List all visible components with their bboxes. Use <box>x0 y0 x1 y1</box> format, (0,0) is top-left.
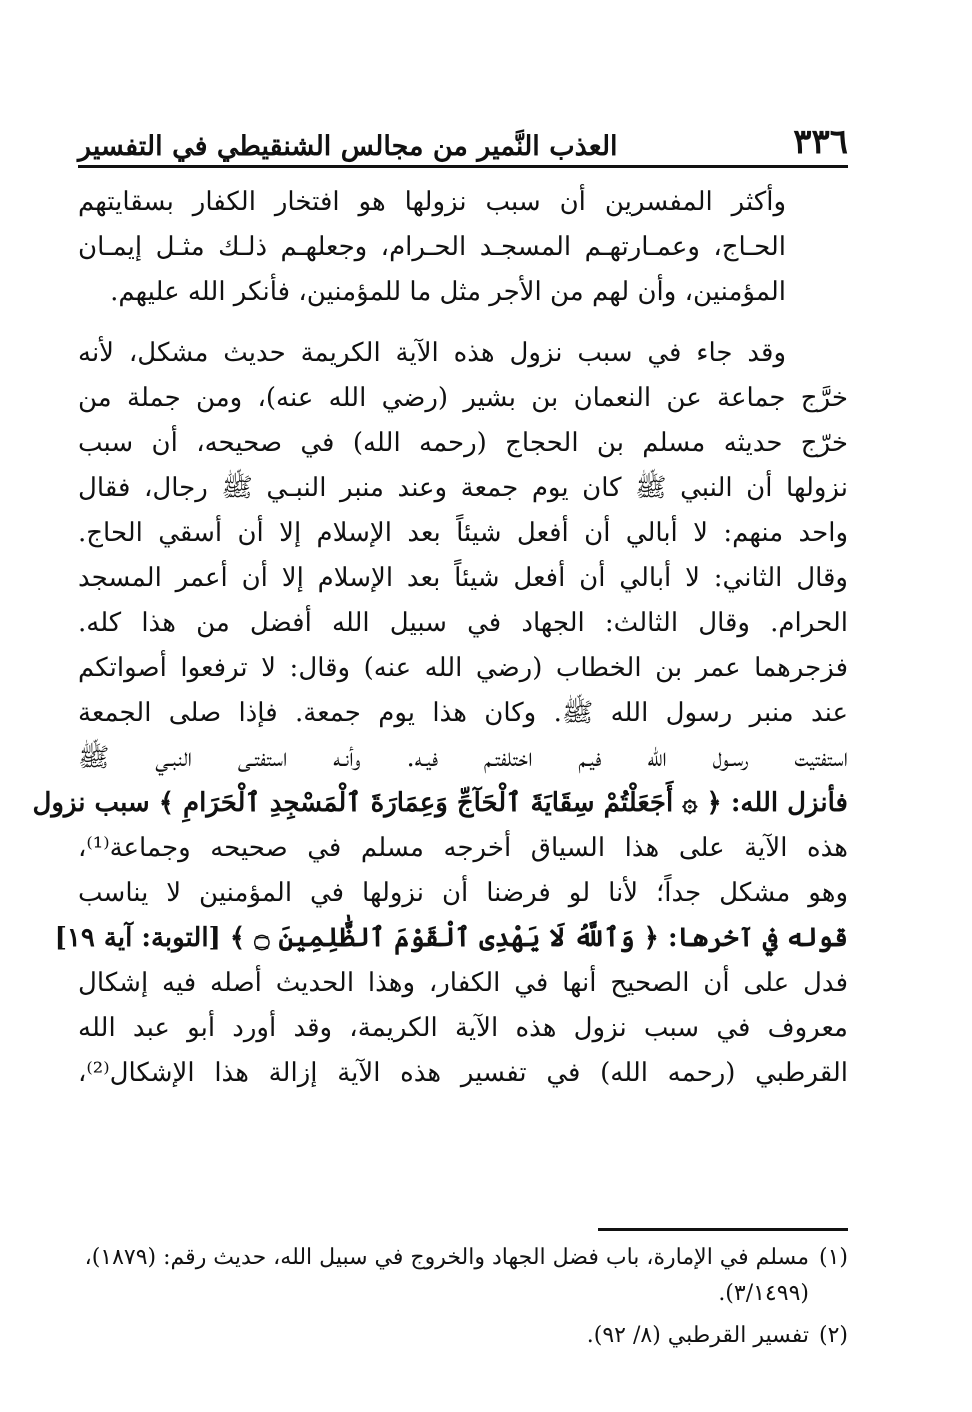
text-line: استفتيت رسـول الله فيـم اختلفتـم فيـه. وأنـه استفتـى النبـي ﷺ <box>78 743 848 773</box>
header-rule <box>78 165 848 168</box>
footnotes <box>78 1240 848 1354</box>
paragraph-1 <box>78 180 848 315</box>
text-line: وقد جاء في سبب نزول هذه الآية الكريمة حديث مشكل، لأنه <box>78 338 786 368</box>
quran-verse-line: قوله في آخرها: ﴿ وَٱللَّهُ لَا يَهْدِى ٱلْقَوْمَ ٱلظَّٰلِمِينَ ۝ ﴾ [التوبة: آية ١٩] <box>54 923 848 953</box>
footnote-rule <box>598 1228 848 1231</box>
footnote-2 <box>78 1318 848 1354</box>
main-text <box>32 180 848 1096</box>
text-line: خرَّج جماعة عن النعمان بن بشير (رضي الله عنه)، ومن جملة من <box>78 383 848 413</box>
quran-verse-line: فأنزل الله: ﴿ ۞ أَجَعَلْتُمْ سِقَايَةَ ٱلْحَآجِّ وَعِمَارَةَ ٱلْمَسْجِدِ ٱلْحَرَامِ ﴾ سبب نزول <box>32 788 848 818</box>
text-line: المؤمنين، وأن لهم من الأجر مثل ما للمؤمنين، فأنكر الله عليهم. <box>110 277 786 307</box>
text-line: وقال الثاني: لا أبالي أن أفعل شيئاً بعد الإسلام إلا أن أعمر المسجد <box>78 563 848 593</box>
text-line: نزولها أن النبي ﷺ كان يوم جمعة وعند منبر النبـي ﷺ رجال، فقال <box>78 473 848 503</box>
text-line: فدل على أن الصحيح أنها في الكفار، وهذا الحديث أصله فيه إشكال <box>78 968 848 998</box>
page-number: ٣٣٦ <box>793 122 848 162</box>
footnote-number: (٢) <box>818 1323 848 1348</box>
text-line: الحرام. وقال الثالث: الجهاد في سبيل الله أفضل من هذا كله. <box>78 608 848 638</box>
running-title: العذب النَّمير من مجالس الشنقيطي في التفسير <box>78 131 618 162</box>
footnote-text: مسلم في الإمارة، باب فضل الجهاد والخروج في سبيل الله، حديث رقم: (١٨٧٩)، (٣/١٤٩٩). <box>84 1245 809 1306</box>
text-line: معروف في سبب نزول هذه الآية الكريمة، وقد أورد أبو عبد الله <box>78 1013 848 1043</box>
text-line: فزجرهما عمر بن الخطاب (رضي الله عنه) وقال: لا ترفعوا أصواتكم <box>78 653 848 683</box>
footnote-text: تفسير القرطبي (٨/ ٩٢). <box>586 1323 809 1348</box>
text-line: هذه الآية على هذا السياق أخرجه مسلم في صحيحه وجماعة⁽¹⁾، <box>78 833 848 863</box>
text-line: واحد منهم: لا أبالي أن أفعل شيئاً بعد الإسلام إلا أن أسقي الحاج. <box>78 518 848 548</box>
text-line: القرطبي (رحمه الله) في تفسير هذه الآية إزالة هذا الإشكال⁽²⁾، <box>78 1058 848 1088</box>
text-line: وهو مشكل جداً؛ لأنا لو فرضنا أن نزولها في المؤمنين لا يناسب <box>78 878 848 908</box>
text-line: خرّج حديثه مسلم بن الحجاج (رحمه الله) في صحيحه، أن سبب <box>78 428 848 458</box>
text-line: عند منبر رسول الله ﷺ. وكان هذا يوم جمعة. فإذا صلى الجمعة <box>78 698 848 728</box>
footnote-1 <box>78 1240 848 1312</box>
paragraph-2 <box>32 331 848 1096</box>
page-header <box>78 112 848 162</box>
text-line: وأكثر المفسرين أن سبب نزولها هو افتخار الكفار بسقايتهم <box>78 187 786 217</box>
text-line: الحـاج، وعمـارتهـم المسجـد الحـرام، وجعلهـم ذلـك مثـل إيمـان <box>78 232 786 262</box>
footnote-number: (١) <box>818 1245 848 1270</box>
